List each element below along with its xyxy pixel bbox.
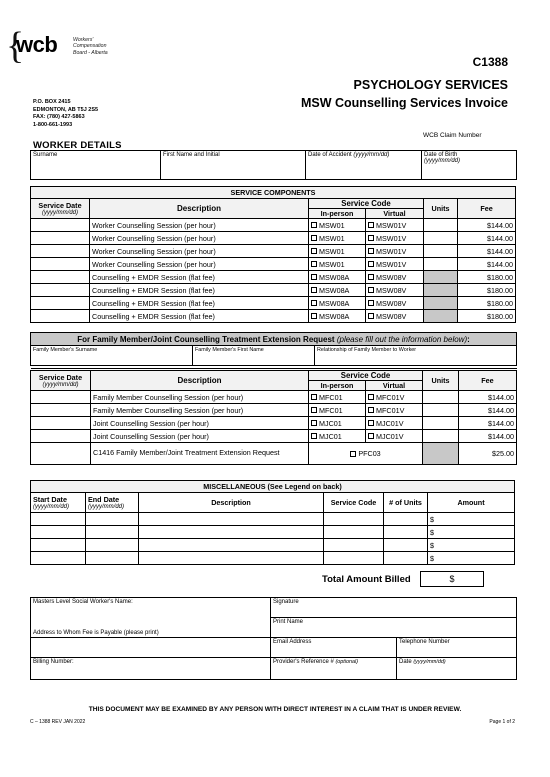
fee-cell: $144.00 bbox=[458, 219, 516, 232]
relationship-field[interactable]: Relationship of Family Member to Worker bbox=[315, 346, 517, 366]
family-service-date-cell[interactable] bbox=[31, 391, 91, 404]
checkbox-icon[interactable] bbox=[368, 394, 374, 400]
family-surname-field[interactable]: Family Member's Surname bbox=[31, 346, 193, 366]
misc-service-code-cell[interactable] bbox=[324, 552, 384, 565]
provider-table bbox=[30, 597, 517, 680]
family-units-cell[interactable] bbox=[423, 430, 459, 443]
payable-address-field[interactable]: Address to Whom Fee is Payable (please print) bbox=[31, 618, 271, 638]
misc-units-cell[interactable] bbox=[384, 552, 428, 565]
checkbox-icon[interactable] bbox=[368, 261, 374, 267]
misc-start-date-cell[interactable] bbox=[31, 513, 86, 526]
service-row bbox=[31, 258, 516, 271]
checkbox-icon[interactable] bbox=[368, 313, 374, 319]
family-service-code-header: Service Code bbox=[309, 371, 423, 381]
checkbox-icon[interactable] bbox=[311, 313, 317, 319]
misc-service-code-header: Service Code bbox=[324, 493, 384, 513]
family-service-date-header: Service Date (yyyy/mm/dd) bbox=[31, 371, 91, 391]
service-date-cell[interactable] bbox=[31, 245, 90, 258]
service-row bbox=[31, 232, 516, 245]
claim-number-label: WCB Claim Number bbox=[423, 132, 482, 139]
family-virtual-code-checkbox[interactable]: MFC01V bbox=[366, 404, 423, 417]
signature-field[interactable]: Signature bbox=[271, 598, 517, 618]
service-description: Worker Counselling Session (per hour) bbox=[90, 245, 309, 258]
msw-name-field[interactable]: Masters Level Social Worker's Name: bbox=[31, 598, 271, 618]
in-person-code-checkbox[interactable]: MSW01 bbox=[309, 258, 366, 271]
total-amount-label: Total Amount Billed bbox=[322, 574, 411, 585]
family-service-description: Family Member Counselling Session (per hour) bbox=[91, 391, 309, 404]
misc-description-cell[interactable] bbox=[139, 513, 324, 526]
service-date-cell[interactable] bbox=[31, 297, 90, 310]
wcb-logo bbox=[6, 25, 126, 67]
units-cell[interactable] bbox=[424, 258, 458, 271]
service-row bbox=[31, 310, 516, 323]
misc-row bbox=[31, 552, 515, 565]
misc-service-code-cell[interactable] bbox=[324, 526, 384, 539]
checkbox-icon[interactable] bbox=[368, 420, 374, 426]
misc-units-header: # of Units bbox=[384, 493, 428, 513]
family-member-table bbox=[30, 332, 517, 369]
misc-units-cell[interactable] bbox=[384, 513, 428, 526]
virtual-code-checkbox[interactable]: MSW08V bbox=[366, 271, 424, 284]
virtual-code-checkbox[interactable]: MSW08V bbox=[366, 310, 424, 323]
misc-amount-cell[interactable]: $ bbox=[428, 513, 515, 526]
logo-wordmark: wcb bbox=[16, 32, 58, 57]
family-virtual-header: Virtual bbox=[366, 381, 423, 391]
family-units-cell[interactable] bbox=[423, 417, 459, 430]
family-first-name-field[interactable]: Family Member's First Name bbox=[193, 346, 315, 366]
checkbox-icon[interactable] bbox=[368, 407, 374, 413]
in-person-code-checkbox[interactable]: MSW08A bbox=[309, 271, 366, 284]
misc-end-date-cell[interactable] bbox=[86, 526, 139, 539]
fee-cell: $144.00 bbox=[458, 232, 516, 245]
family-fee-cell: $144.00 bbox=[459, 430, 517, 443]
service-date-cell[interactable] bbox=[31, 258, 90, 271]
family-units-cell[interactable] bbox=[423, 404, 459, 417]
misc-end-date-cell[interactable] bbox=[86, 552, 139, 565]
checkbox-icon[interactable] bbox=[311, 407, 317, 413]
service-description: Counselling + EMDR Session (flat fee) bbox=[90, 271, 309, 284]
date-of-birth-field[interactable]: Date of Birth (yyyy/mm/dd) bbox=[422, 151, 517, 180]
misc-description-header: Description bbox=[139, 493, 324, 513]
units-cell[interactable] bbox=[424, 219, 458, 232]
checkbox-icon[interactable] bbox=[311, 433, 317, 439]
family-member-heading: For Family Member/Joint Counselling Treatment Extension Request (please fill out the information below): bbox=[31, 333, 517, 346]
provider-reference-field[interactable]: Provider's Reference # (optional) bbox=[271, 658, 397, 680]
family-service-description: Joint Counselling Session (per hour) bbox=[91, 430, 309, 443]
email-field[interactable]: Email Address bbox=[271, 638, 397, 658]
checkbox-icon[interactable] bbox=[368, 222, 374, 228]
service-description: Worker Counselling Session (per hour) bbox=[90, 219, 309, 232]
total-amount-field[interactable]: $ bbox=[420, 571, 484, 587]
checkbox-icon[interactable] bbox=[368, 433, 374, 439]
date-of-accident-field[interactable]: Date of Accident (yyyy/mm/dd) bbox=[306, 151, 422, 180]
fee-header: Fee bbox=[458, 199, 516, 219]
extension-description: C1416 Family Member/Joint Treatment Extension Request bbox=[91, 443, 309, 465]
misc-row bbox=[31, 526, 515, 539]
fee-cell: $180.00 bbox=[458, 297, 516, 310]
in-person-code-checkbox[interactable]: MSW01 bbox=[309, 232, 366, 245]
form-number: C1388 bbox=[472, 55, 508, 69]
service-date-cell[interactable] bbox=[31, 271, 90, 284]
in-person-code-checkbox[interactable]: MSW08A bbox=[309, 310, 366, 323]
misc-units-cell[interactable] bbox=[384, 539, 428, 552]
family-service-row bbox=[31, 430, 517, 443]
checkbox-icon[interactable] bbox=[311, 300, 317, 306]
logo-bracket-mark: { bbox=[6, 25, 25, 67]
family-services-table bbox=[30, 370, 517, 465]
family-description-header: Description bbox=[91, 371, 309, 391]
form-title: PSYCHOLOGY SERVICES bbox=[353, 78, 508, 92]
fee-cell: $144.00 bbox=[458, 258, 516, 271]
logo-subtitle: Workers' Compensation Board - Alberta bbox=[73, 37, 108, 56]
family-in-person-code-checkbox[interactable]: MFC01 bbox=[309, 391, 366, 404]
units-cell bbox=[424, 297, 458, 310]
checkbox-icon[interactable] bbox=[311, 248, 317, 254]
service-date-header: Service Date (yyyy/mm/dd) bbox=[31, 199, 90, 219]
worker-details-table bbox=[30, 150, 517, 180]
misc-end-date-cell[interactable] bbox=[86, 513, 139, 526]
service-row bbox=[31, 297, 516, 310]
virtual-code-checkbox[interactable]: MSW01V bbox=[366, 232, 424, 245]
print-name-field[interactable]: Print Name bbox=[271, 618, 517, 638]
units-cell[interactable] bbox=[424, 232, 458, 245]
units-cell bbox=[424, 271, 458, 284]
checkbox-icon[interactable] bbox=[368, 248, 374, 254]
service-row bbox=[31, 219, 516, 232]
telephone-field[interactable]: Telephone Number bbox=[397, 638, 517, 658]
in-person-header: In-person bbox=[309, 209, 366, 219]
misc-amount-cell[interactable]: $ bbox=[428, 552, 515, 565]
extension-date-cell[interactable] bbox=[31, 443, 91, 465]
family-fee-cell: $144.00 bbox=[459, 417, 517, 430]
service-description: Worker Counselling Session (per hour) bbox=[90, 258, 309, 271]
misc-description-cell[interactable] bbox=[139, 552, 324, 565]
checkbox-icon[interactable] bbox=[311, 261, 317, 267]
family-service-date-cell[interactable] bbox=[31, 404, 91, 417]
service-code-header: Service Code bbox=[309, 199, 424, 209]
family-service-date-cell[interactable] bbox=[31, 417, 91, 430]
checkbox-icon[interactable] bbox=[311, 235, 317, 241]
family-virtual-code-checkbox[interactable]: MFC01V bbox=[366, 391, 423, 404]
family-service-row bbox=[31, 404, 517, 417]
fee-cell: $180.00 bbox=[458, 271, 516, 284]
family-in-person-header: In-person bbox=[309, 381, 366, 391]
misc-service-code-cell[interactable] bbox=[324, 513, 384, 526]
units-cell bbox=[424, 310, 458, 323]
footer-notice: THIS DOCUMENT MAY BE EXAMINED BY ANY PERSON WITH DIRECT INTEREST IN A CLAIM THAT IS UNDER REVIEW. bbox=[88, 706, 462, 713]
virtual-code-checkbox[interactable]: MSW08V bbox=[366, 297, 424, 310]
checkbox-icon[interactable] bbox=[311, 222, 317, 228]
checkbox-icon[interactable] bbox=[368, 235, 374, 241]
virtual-code-checkbox[interactable]: MSW01V bbox=[366, 219, 424, 232]
address-space[interactable] bbox=[31, 638, 271, 658]
service-components-table bbox=[30, 186, 516, 323]
page-number: Page 1 of 2 bbox=[489, 719, 515, 725]
units-header: Units bbox=[424, 199, 458, 219]
virtual-code-checkbox[interactable]: MSW01V bbox=[366, 258, 424, 271]
service-row bbox=[31, 245, 516, 258]
extension-code-checkbox[interactable]: PFC03 bbox=[309, 443, 423, 465]
fee-cell: $144.00 bbox=[458, 245, 516, 258]
date-field[interactable]: Date (yyyy/mm/dd) bbox=[397, 658, 517, 680]
family-service-date-cell[interactable] bbox=[31, 430, 91, 443]
checkbox-icon[interactable] bbox=[311, 287, 317, 293]
family-units-header: Units bbox=[423, 371, 459, 391]
miscellaneous-table bbox=[30, 480, 515, 565]
first-name-field[interactable]: First Name and Initial bbox=[161, 151, 306, 180]
family-service-description: Family Member Counselling Session (per hour) bbox=[91, 404, 309, 417]
virtual-code-checkbox[interactable]: MSW08V bbox=[366, 284, 424, 297]
checkbox-icon[interactable] bbox=[350, 451, 356, 457]
service-description: Counselling + EMDR Session (flat fee) bbox=[90, 310, 309, 323]
misc-amount-cell[interactable]: $ bbox=[428, 539, 515, 552]
service-date-cell[interactable] bbox=[31, 232, 90, 245]
service-date-cell[interactable] bbox=[31, 284, 90, 297]
service-description: Counselling + EMDR Session (flat fee) bbox=[90, 297, 309, 310]
service-components-heading: SERVICE COMPONENTS bbox=[31, 187, 516, 199]
worker-details-heading: WORKER DETAILS bbox=[33, 140, 122, 151]
mailing-address: P.O. BOX 2415 EDMONTON, AB T5J 2S5 FAX: (780) 427-5863 1-800-661-1993 bbox=[33, 99, 99, 128]
miscellaneous-heading: MISCELLANEOUS (See Legend on back) bbox=[31, 481, 515, 493]
service-description: Counselling + EMDR Session (flat fee) bbox=[90, 284, 309, 297]
end-date-header: End Date (yyyy/mm/dd) bbox=[86, 493, 139, 513]
units-cell[interactable] bbox=[424, 245, 458, 258]
misc-end-date-cell[interactable] bbox=[86, 539, 139, 552]
units-cell bbox=[424, 284, 458, 297]
start-date-header: Start Date (yyyy/mm/dd) bbox=[31, 493, 86, 513]
service-date-cell[interactable] bbox=[31, 310, 90, 323]
service-description: Worker Counselling Session (per hour) bbox=[90, 232, 309, 245]
family-virtual-code-checkbox[interactable]: MJC01V bbox=[366, 430, 423, 443]
virtual-code-checkbox[interactable]: MSW01V bbox=[366, 245, 424, 258]
misc-units-cell[interactable] bbox=[384, 526, 428, 539]
description-header: Description bbox=[90, 199, 309, 219]
form-revision: C – 1388 REV JAN 2022 bbox=[30, 719, 86, 725]
checkbox-icon[interactable] bbox=[311, 420, 317, 426]
billing-number-field[interactable]: Billing Number: bbox=[31, 658, 271, 680]
family-in-person-code-checkbox[interactable]: MJC01 bbox=[309, 430, 366, 443]
misc-description-cell[interactable] bbox=[139, 539, 324, 552]
service-row bbox=[31, 284, 516, 297]
extension-units-cell bbox=[423, 443, 459, 465]
checkbox-icon[interactable] bbox=[311, 274, 317, 280]
misc-start-date-cell[interactable] bbox=[31, 552, 86, 565]
fee-cell: $180.00 bbox=[458, 310, 516, 323]
family-fee-cell: $144.00 bbox=[459, 404, 517, 417]
extension-fee: $25.00 bbox=[459, 443, 517, 465]
family-fee-header: Fee bbox=[459, 371, 517, 391]
in-person-code-checkbox[interactable]: MSW08A bbox=[309, 284, 366, 297]
family-fee-cell: $144.00 bbox=[459, 391, 517, 404]
misc-amount-cell[interactable]: $ bbox=[428, 526, 515, 539]
form-subtitle: MSW Counselling Services Invoice bbox=[300, 96, 508, 110]
family-in-person-code-checkbox[interactable]: MFC01 bbox=[309, 404, 366, 417]
misc-description-cell[interactable] bbox=[139, 526, 324, 539]
surname-field[interactable]: Surname bbox=[31, 151, 161, 180]
fee-cell: $180.00 bbox=[458, 284, 516, 297]
misc-amount-header: Amount bbox=[428, 493, 515, 513]
in-person-code-checkbox[interactable]: MSW01 bbox=[309, 219, 366, 232]
checkbox-icon[interactable] bbox=[368, 300, 374, 306]
checkbox-icon[interactable] bbox=[311, 394, 317, 400]
misc-service-code-cell[interactable] bbox=[324, 539, 384, 552]
service-row bbox=[31, 271, 516, 284]
checkbox-icon[interactable] bbox=[368, 274, 374, 280]
misc-row bbox=[31, 513, 515, 526]
family-in-person-code-checkbox[interactable]: MJC01 bbox=[309, 417, 366, 430]
family-units-cell[interactable] bbox=[423, 391, 459, 404]
misc-start-date-cell[interactable] bbox=[31, 539, 86, 552]
misc-start-date-cell[interactable] bbox=[31, 526, 86, 539]
misc-row bbox=[31, 539, 515, 552]
checkbox-icon[interactable] bbox=[368, 287, 374, 293]
family-service-description: Joint Counselling Session (per hour) bbox=[91, 417, 309, 430]
family-service-row bbox=[31, 391, 517, 404]
service-date-cell[interactable] bbox=[31, 219, 90, 232]
family-virtual-code-checkbox[interactable]: MJC01V bbox=[366, 417, 423, 430]
in-person-code-checkbox[interactable]: MSW08A bbox=[309, 297, 366, 310]
in-person-code-checkbox[interactable]: MSW01 bbox=[309, 245, 366, 258]
virtual-header: Virtual bbox=[366, 209, 424, 219]
family-service-row bbox=[31, 417, 517, 430]
